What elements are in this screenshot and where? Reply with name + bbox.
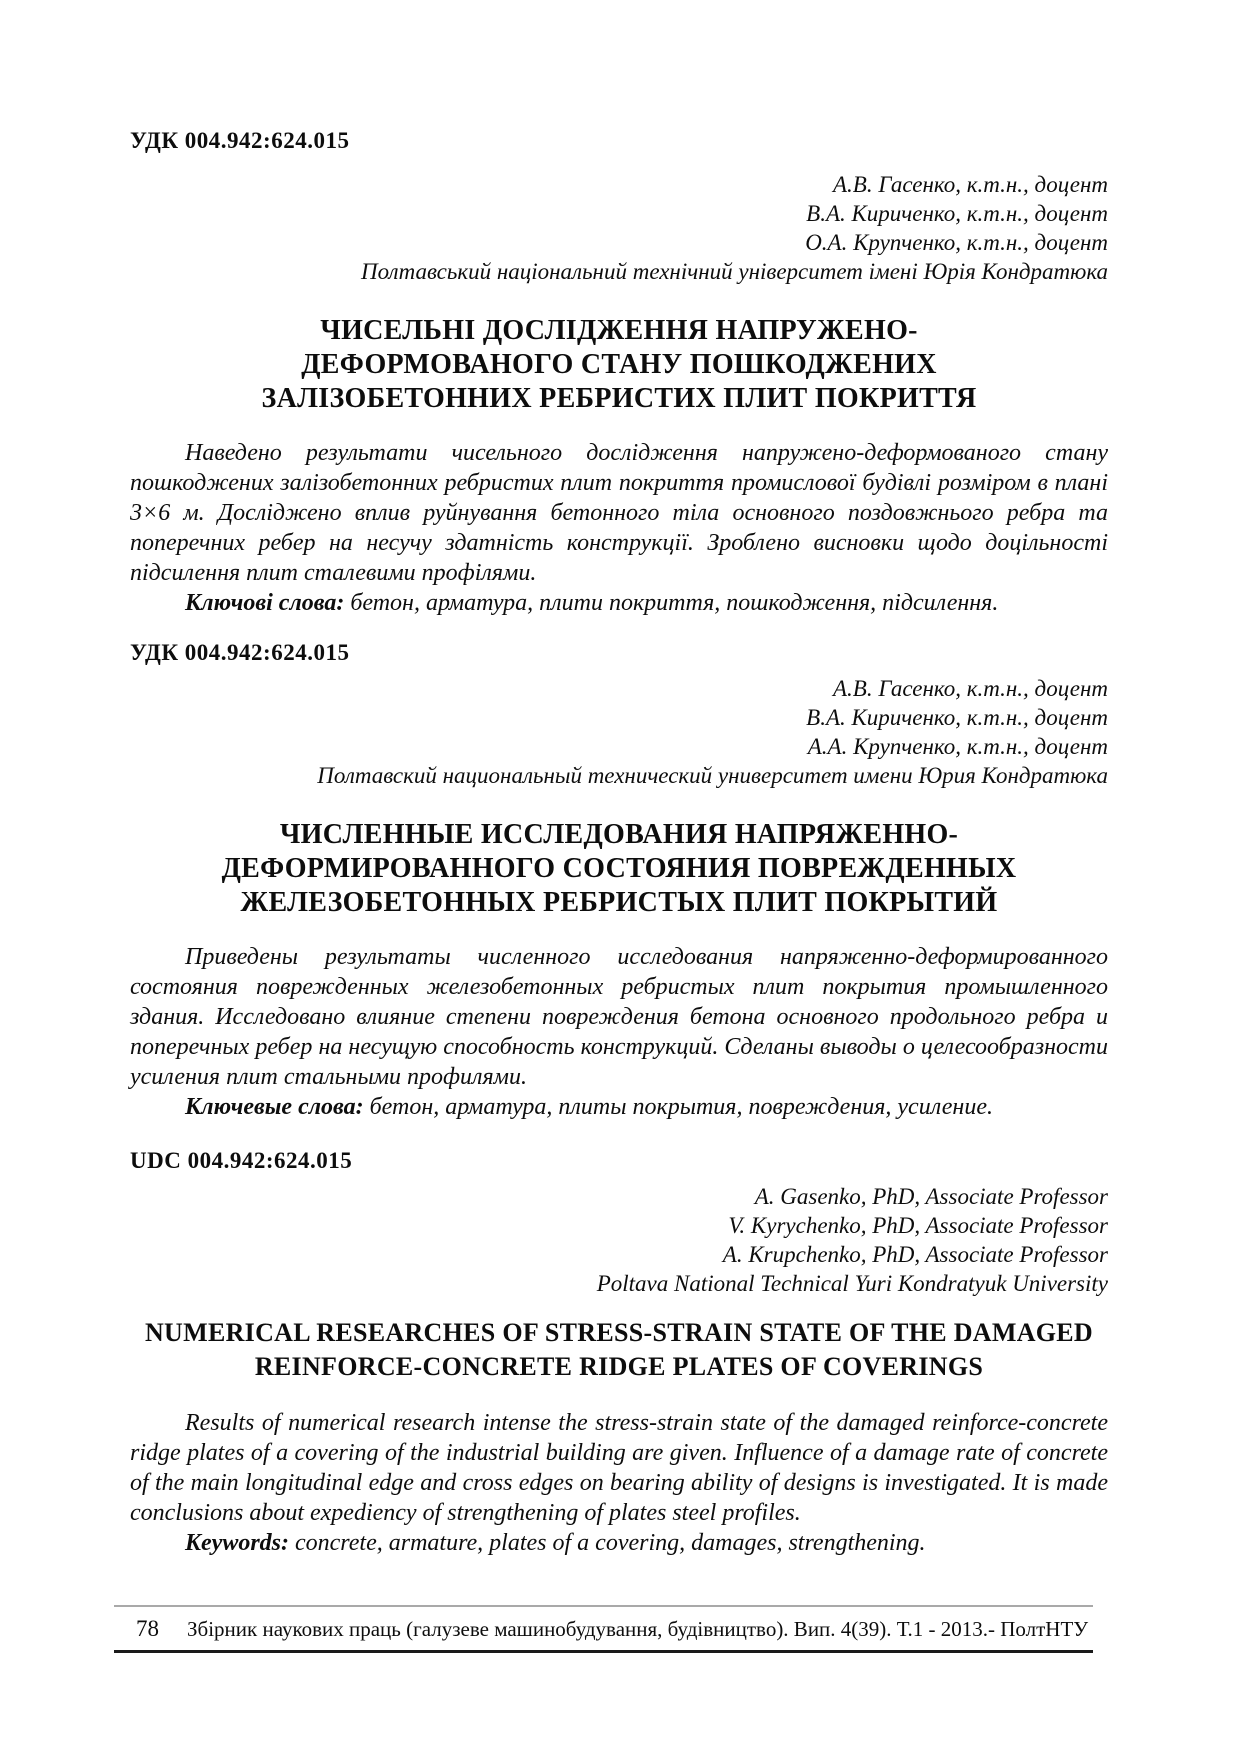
article-title-ru <box>130 818 1108 920</box>
affiliation: Полтавський національний технічний університет імені Юрія Кондратюка <box>361 259 1108 284</box>
abstract-en: Results of numerical research intense the stress-strain state of the damaged reinforce-concrete ridge plates of a covering of the industrial building are given. Influence of a damage rate of concrete of the main longitudinal edge and cross edges on bearing ability of designs is investigated. It is made conclusions about expediency of strengthening of plates steel profiles. <box>130 1410 1108 1526</box>
title-line: ЖЕЛЕЗОБЕТОННЫХ РЕБРИСТЫХ ПЛИТ ПОКРЫТИЙ <box>240 887 998 918</box>
keywords-ru <box>130 1092 1108 1122</box>
author-line: A. Krupchenko, PhD, Associate Professor <box>722 1242 1108 1267</box>
keywords-label: Keywords: <box>185 1530 289 1556</box>
abstract-ru: Приведены результаты численного исследования напряженно-деформированного состояния поврежденных железобетонных ребристых плит покрытия промышленного здания. Исследовано влияние степени повреждения бетона основного продольного ребра и поперечных ребер на несущую способность конструкций. Сделаны выводы о целесообразности усиления плит стальными профилями. <box>130 944 1108 1090</box>
udc-code: УДК 004.942:624.015 <box>130 128 350 153</box>
title-line: ДЕФОРМОВАНОГО СТАНУ ПОШКОДЖЕНИХ <box>301 349 937 380</box>
abstract-uk: Наведено результати чисельного дослідження напружено-деформованого стану пошкоджених залізобетонних ребристих плит покриття промислової будівлі розміром в плані 3×6 м. Досліджено вплив руйнування бетонного тіла основного поздовжнього ребра та поперечних ребер на несучу здатність конструкції. Зроблено висновки щодо доцільності підсилення плит сталевими профілями. <box>130 440 1108 586</box>
author-line: А.А. Крупченко, к.т.н., доцент <box>807 734 1108 759</box>
page-footer <box>114 1605 1093 1653</box>
author-line: В.А. Кириченко, к.т.н., доцент <box>806 705 1108 730</box>
keywords-uk <box>130 588 1108 618</box>
keywords-en <box>130 1528 1108 1558</box>
section-english <box>130 1146 1108 1558</box>
section-ukrainian <box>130 126 1108 618</box>
section-russian <box>130 638 1108 1122</box>
keywords-label: Ключові слова: <box>185 590 345 616</box>
title-line: ДЕФОРМИРОВАННОГО СОСТОЯНИЯ ПОВРЕЖДЕННЫХ <box>221 853 1017 884</box>
keywords-text: бетон, арматура, плити покриття, пошкодження, підсилення. <box>344 590 999 616</box>
journal-citation: Збірник наукових праць (галузеве машинобудування, будівництво). Вип. 4(39). Т.1 - 2013.- ПолтНТУ <box>187 1617 1089 1641</box>
title-line: REINFORCE-CONCRETE RIDGE PLATES OF COVERINGS <box>254 1352 984 1381</box>
article-title-uk <box>130 314 1108 416</box>
author-line: V. Kyrychenko, PhD, Associate Professor <box>728 1213 1108 1238</box>
title-line: NUMERICAL RESEARCHES OF STRESS-STRAIN STATE OF THE DAMAGED <box>144 1318 1094 1347</box>
udc-code: UDC 004.942:624.015 <box>130 1148 353 1173</box>
author-line: A. Gasenko, PhD, Associate Professor <box>754 1184 1108 1209</box>
keywords-label: Ключевые слова: <box>185 1094 364 1120</box>
keywords-text: concrete, armature, plates of a covering, damages, strengthening. <box>289 1530 926 1556</box>
author-block <box>130 1182 1108 1298</box>
article-title-en <box>130 1316 1108 1384</box>
author-block <box>130 674 1108 790</box>
affiliation: Poltava National Technical Yuri Kondratyuk University <box>596 1271 1108 1296</box>
title-line: ЧИСЛЕННЫЕ ИССЛЕДОВАНИЯ НАПРЯЖЕННО- <box>279 819 959 850</box>
footer-row <box>114 1614 1093 1644</box>
author-line: О.А. Крупченко, к.т.н., доцент <box>805 230 1108 255</box>
keywords-text: бетон, арматура, плиты покрытия, повреждения, усиление. <box>363 1094 993 1120</box>
author-block <box>130 170 1108 286</box>
title-line: ЧИСЕЛЬНІ ДОСЛІДЖЕННЯ НАПРУЖЕНО- <box>320 315 918 346</box>
affiliation: Полтавский национальный технический университет имени Юрия Кондратюка <box>317 763 1108 788</box>
author-line: А.В. Гасенко, к.т.н., доцент <box>832 676 1108 701</box>
udc-code: УДК 004.942:624.015 <box>130 640 350 665</box>
title-line: ЗАЛІЗОБЕТОННИХ РЕБРИСТИХ ПЛИТ ПОКРИТТЯ <box>261 383 977 414</box>
author-line: В.А. Кириченко, к.т.н., доцент <box>806 201 1108 226</box>
page-number: 78 <box>136 1616 159 1641</box>
author-line: А.В. Гасенко, к.т.н., доцент <box>832 172 1108 197</box>
